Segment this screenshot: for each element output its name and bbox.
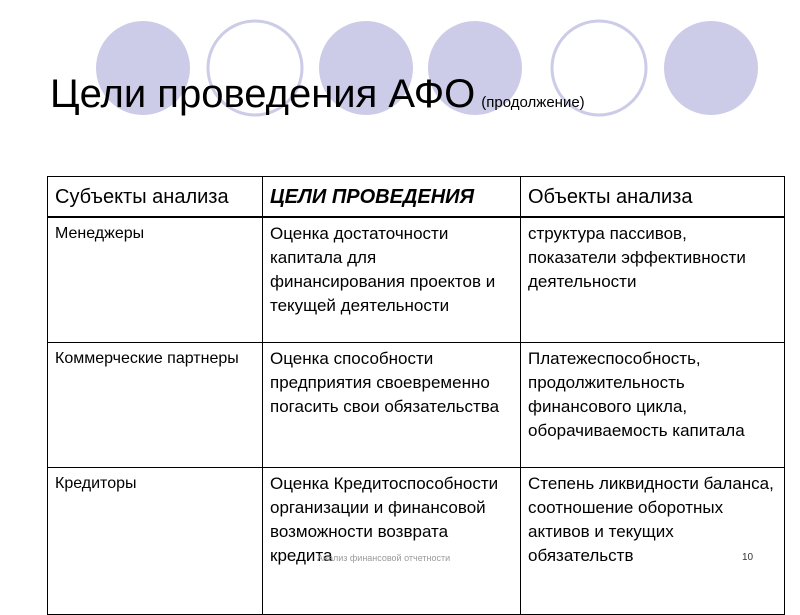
- table-row: [48, 468, 785, 615]
- decorative-circles: [0, 0, 800, 140]
- cell-goal: Оценка Кредитоспособности организации и финансовой возможности возврата кредита: [263, 468, 521, 615]
- header-goals: ЦЕЛИ ПРОВЕДЕНИЯ: [263, 177, 521, 218]
- table-row: [48, 343, 785, 468]
- decor-circle-6: [664, 21, 758, 115]
- cell-subject: Кредиторы: [48, 468, 263, 615]
- cell-goal: Оценка способности предприятия своевременно погасить свои обязательства: [263, 343, 521, 468]
- slide-footer: Анализ финансовой отчетности: [317, 553, 451, 563]
- header-subjects: Субъекты анализа: [48, 177, 263, 218]
- cell-object: структура пассивов, показатели эффективности деятельности: [521, 217, 785, 343]
- table-row: [48, 217, 785, 343]
- goals-table: [47, 176, 785, 615]
- slide-title: [50, 72, 585, 117]
- cell-subject: Коммерческие партнеры: [48, 343, 263, 468]
- slide-subtitle: (продолжение): [481, 94, 585, 111]
- page-number: 10: [742, 552, 754, 563]
- cell-goal: Оценка достаточности капитала для финансирования проектов и текущей деятельности: [263, 217, 521, 343]
- cell-subject: Менеджеры: [48, 217, 263, 343]
- header-objects: Объекты анализа: [521, 177, 785, 218]
- table-header-row: [48, 177, 785, 218]
- cell-object: Степень ликвидности баланса, соотношение оборотных активов и текущих обязательств: [521, 468, 785, 615]
- cell-object: Платежеспособность, продолжительность финансового цикла, оборачиваемость капитала: [521, 343, 785, 468]
- slide-title-main: Цели проведения АФО: [50, 72, 476, 116]
